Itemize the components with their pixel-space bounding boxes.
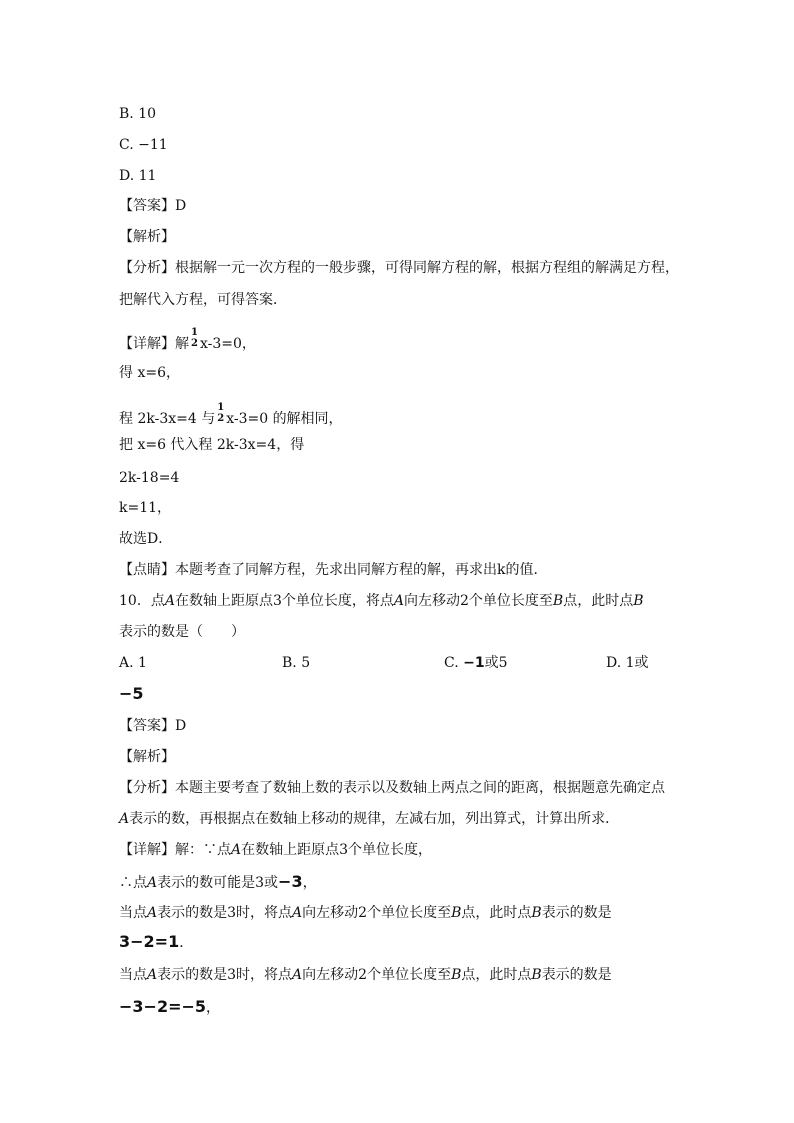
analysis-text-1a: 【分析】根据解一元一次方程的一般步骤，可得同解方程的解，根据方程组的解满足方程，: [119, 260, 679, 276]
question-10-line-1: [119, 591, 644, 611]
option-d: D. 11: [119, 168, 157, 184]
same-solution-suffix: x-3=0 的解相同，: [226, 411, 343, 427]
point-b-label: B: [552, 593, 564, 609]
so-math: −3: [278, 872, 303, 891]
case-d: 点，此时点: [461, 905, 532, 921]
detail-line-1: [119, 327, 256, 355]
answer-label-1: 【答案】D: [119, 198, 187, 214]
case-c: 向左移动2个单位长度至: [302, 967, 452, 983]
same-solution-line: [119, 402, 343, 430]
point-b-label: B: [451, 967, 462, 983]
summary-line: 【点睛】本题考查了同解方程，先求出同解方程的解，再求出k的值．: [119, 562, 548, 578]
option-b: B. 10: [119, 106, 157, 122]
case-e: 表示的数是: [541, 967, 612, 983]
choice-c-prefix: C.: [444, 655, 464, 671]
fraction-denominator-2: 2: [217, 413, 225, 424]
question-10-line-2: 表示的数是（ ）: [119, 624, 245, 640]
analysis-text-2b: [119, 809, 619, 829]
point-a-label: A: [231, 842, 242, 858]
choice-a: A. 1: [119, 655, 147, 671]
case-d: 点，此时点: [461, 967, 532, 983]
detail-prefix: 【详解】解: [119, 336, 189, 352]
possible-values-line: [119, 872, 317, 893]
calc-1-end: ．: [179, 935, 194, 951]
choice-c-suffix: 或5: [484, 655, 508, 671]
case-a: 当点: [119, 967, 147, 983]
analysis-text-2b-rest: 表示的数，再根据点在数轴上移动的规律，左减右加，列出算式，计算出所求．: [129, 811, 620, 827]
calc-line-2: [119, 997, 220, 1018]
equation-1: 2k-18=4: [119, 470, 180, 486]
q10-part-d: 点，此时点: [563, 593, 634, 609]
fraction-half: [191, 327, 198, 349]
fraction-denominator: 2: [191, 338, 198, 349]
detail-line-2: [119, 840, 432, 860]
analysis-text-1b: 把解代入方程，可得答案．: [119, 292, 287, 308]
same-solution-prefix: 程 2k-3x=4 与: [119, 411, 216, 427]
detail-suffix: x-3=0，: [199, 336, 256, 352]
option-c: C. −11: [119, 137, 168, 153]
point-a-label: A: [147, 905, 158, 921]
calc-1: 3−2=1: [119, 932, 180, 951]
case-c: 向左移动2个单位长度至: [302, 905, 452, 921]
result-x6: 得 x=6，: [119, 365, 180, 381]
choice-b: B. 5: [282, 655, 311, 671]
calc-2: −3−2=−5: [119, 997, 207, 1016]
fraction-numerator-2: 1: [217, 402, 225, 413]
analysis-text-2a: 【分析】本题主要考查了数轴上数的表示以及数轴上两点之间的距离，根据题意先确定点: [119, 780, 665, 796]
choice-c: [444, 653, 508, 673]
point-a-label: A: [393, 593, 404, 609]
q10-part-b: 在数轴上距原点3个单位长度，将点: [174, 593, 394, 609]
answer-label-2: 【答案】D: [119, 718, 187, 734]
case-line-2: [119, 965, 612, 985]
q10-part-a: 10．点: [119, 593, 165, 609]
point-b-label: B: [531, 967, 542, 983]
point-a-label: A: [292, 967, 303, 983]
choice-d: D. 1或: [606, 655, 649, 671]
q10-part-c: 向左移动2个单位长度至: [404, 593, 553, 609]
equation-2: k=11，: [119, 500, 172, 516]
point-a-label: A: [147, 875, 158, 891]
fraction-half-2: [217, 402, 224, 424]
detail-2-part-a: 【详解】解：∵点: [119, 842, 231, 858]
case-b: 表示的数是3时，将点: [157, 967, 293, 983]
choice-c-math: −1: [463, 655, 485, 671]
point-a-label: A: [292, 905, 303, 921]
analysis-heading-2: 【解析】: [119, 749, 175, 765]
substitute-line: 把 x=6 代入程 2k-3x=4，得: [119, 437, 305, 453]
so-part-a: ∴点: [119, 875, 147, 891]
analysis-heading-1: 【解析】: [119, 229, 175, 245]
case-b: 表示的数是3时，将点: [157, 905, 293, 921]
calc-2-end: ，: [206, 1000, 221, 1016]
case-a: 当点: [119, 905, 147, 921]
so-part-c: ，: [302, 875, 317, 891]
point-a-label: A: [164, 593, 175, 609]
point-b-label: B: [633, 593, 644, 609]
fraction-numerator: 1: [191, 327, 198, 338]
calc-line-1: [119, 932, 193, 953]
point-a-label: A: [119, 811, 130, 827]
point-b-label: B: [451, 905, 462, 921]
case-e: 表示的数是: [541, 905, 612, 921]
choice-d-math: −5: [119, 684, 144, 703]
detail-2-part-b: 在数轴上距原点3个单位长度，: [241, 842, 433, 858]
point-a-label: A: [147, 967, 158, 983]
point-b-label: B: [531, 905, 542, 921]
choose-d: 故选D．: [119, 531, 173, 547]
so-part-b: 表示的数可能是3或: [157, 875, 279, 891]
case-line-1: [119, 903, 612, 923]
